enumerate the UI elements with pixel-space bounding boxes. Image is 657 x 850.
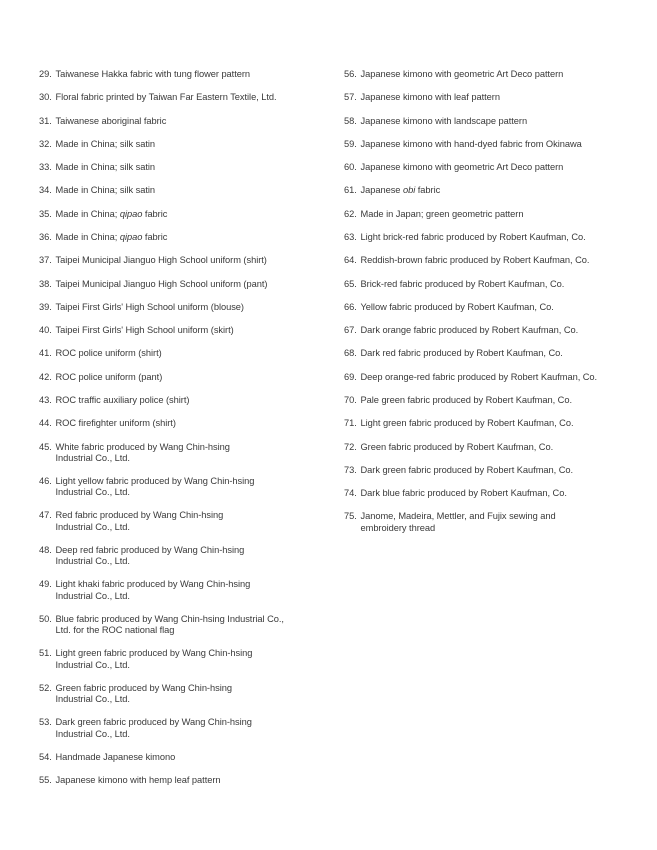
item-text [361,255,630,266]
item-number: 73. [344,464,357,475]
item-number: 39. [39,301,52,312]
list-item [344,279,629,290]
item-text-part: Dark blue fabric produced by Robert Kaufman, Co. [360,488,567,499]
item-text-part: ROC police uniform (shirt) [55,348,162,359]
item-text [56,442,325,464]
item-text-part: Japanese kimono with leaf pattern [360,92,500,103]
list-item [344,372,629,383]
list-item [39,752,324,763]
item-text-part: ROC traffic auxiliary police (shirt) [55,394,190,405]
item-text [56,139,325,150]
item-text-part: Deep orange-red fabric produced by Robert Kaufman, Co. [360,371,598,382]
item-text-part: Green fabric produced by Wang Chin-hsing Industrial Co., Ltd. [55,682,232,705]
item-number: 37. [39,255,52,266]
item-text [361,232,630,243]
item-text-part: Blue fabric produced by Wang Chin-hsing Industrial Co., Ltd. for the ROC national flag [55,613,284,636]
item-text [361,116,630,127]
item-text-part: Japanese kimono with geometric Art Deco pattern [360,69,564,79]
item-number: 65. [344,278,357,289]
item-text [56,69,325,80]
item-text [361,209,630,220]
item-text [361,139,630,150]
list-item [39,683,324,705]
item-text-part: Japanese kimono with landscape pattern [360,115,528,126]
list-item [39,545,324,567]
item-text-part: fabric [415,185,441,196]
item-number: 67. [344,325,357,336]
item-number: 61. [344,185,357,196]
item-number: 46. [39,475,52,486]
item-text [56,302,325,313]
list-item [39,209,324,220]
item-text-part: Taipei First Girls' High School uniform (skirt) [55,325,234,336]
list-item [39,510,324,532]
item-text [56,348,325,359]
item-text-part: Taiwanese aboriginal fabric [55,115,167,126]
list-item [344,348,629,359]
item-number: 69. [344,371,357,382]
item-text-part: Pale green fabric produced by Robert Kaufman, Co. [360,394,573,405]
item-text-part: White fabric produced by Wang Chin-hsing Industrial Co., Ltd. [55,441,230,463]
list-item [39,614,324,636]
item-text-part: Green fabric produced by Robert Kaufman, Co. [360,441,554,452]
list-item [344,442,629,453]
item-text-part: Japanese kimono with geometric Art Deco pattern [360,162,564,173]
item-text [361,279,630,290]
item-number: 38. [39,278,52,289]
item-text [361,185,630,196]
list-item [344,488,629,499]
item-number: 36. [39,231,52,242]
item-text-part: Taipei Municipal Jianguo High School uniform (shirt) [55,255,267,266]
item-text-part: Made in China; [55,208,120,219]
list-item [39,348,324,359]
list-item [344,325,629,336]
list-item [344,116,629,127]
item-number: 55. [39,775,52,786]
item-number: 52. [39,682,52,693]
item-text [361,418,630,429]
item-text [361,348,630,359]
item-text [361,465,630,476]
list-item [39,116,324,127]
list-item [39,717,324,739]
item-number: 59. [344,138,357,149]
list-item [344,162,629,173]
item-text [361,488,630,499]
item-number: 42. [39,371,52,382]
item-text-part: Light green fabric produced by Robert Kaufman, Co. [360,418,574,429]
item-text [56,255,325,266]
item-text-part: Japanese kimono with hand-dyed fabric from Okinawa [360,138,582,149]
left-column-list [39,69,324,798]
item-text-part: Dark green fabric produced by Wang Chin-hsing Industrial Co., Ltd. [55,717,252,739]
item-number: 29. [39,69,52,79]
item-number: 63. [344,231,357,242]
list-item [344,302,629,313]
item-text [361,395,630,406]
list-item [39,302,324,313]
right-column-list [344,69,629,546]
item-text-part: fabric [142,208,168,219]
list-item [39,255,324,266]
item-number: 70. [344,394,357,405]
item-text-part: Handmade Japanese kimono [55,751,176,762]
item-text-part: Taipei First Girls' High School uniform (blouse) [55,301,244,312]
item-number: 64. [344,255,357,266]
item-text-part: Made in China; [55,231,120,242]
item-number: 40. [39,325,52,336]
item-text [361,442,630,453]
item-text [56,372,325,383]
item-number: 47. [39,510,52,521]
item-text-part: Red fabric produced by Wang Chin-hsing Industrial Co., Ltd. [55,510,224,532]
item-text-part: Japanese kimono with hemp leaf pattern [55,775,221,786]
item-number: 66. [344,301,357,312]
item-text-part: Brick-red fabric produced by Robert Kaufman, Co. [360,278,565,289]
item-text-part: Light green fabric produced by Wang Chin-hsing Industrial Co., Ltd. [55,648,253,670]
item-text-part: Taiwanese Hakka fabric with tung flower pattern [55,69,251,79]
item-text-part: Deep red fabric produced by Wang Chin-hsing Industrial Co., Ltd. [55,544,245,567]
item-text [56,614,325,636]
list-item [344,139,629,150]
item-number: 41. [39,348,52,359]
item-text-part: Dark red fabric produced by Robert Kaufman, Co. [360,348,563,359]
item-text [56,683,325,705]
item-text-part: Made in Japan; green geometric pattern [360,208,524,219]
item-text [56,395,325,406]
item-text-part: Light yellow fabric produced by Wang Chin-hsing Industrial Co., Ltd. [55,475,255,498]
item-number: 35. [39,208,52,219]
item-text-part: Light brick-red fabric produced by Robert Kaufman, Co. [360,231,586,242]
item-text [361,325,630,336]
item-text-part: Made in China; silk satin [55,162,156,173]
item-text [56,579,325,601]
item-number: 74. [344,488,357,499]
item-text [56,476,325,498]
item-number: 58. [344,115,357,126]
list-item [344,209,629,220]
item-text [56,545,325,567]
item-number: 71. [344,418,357,429]
list-item [39,476,324,498]
item-text-part: Japanese [360,185,403,196]
list-item [39,92,324,103]
list-item [344,92,629,103]
item-text [361,302,630,313]
item-text [361,162,630,173]
item-number: 51. [39,648,52,659]
item-number: 43. [39,394,52,405]
item-number: 54. [39,751,52,762]
item-text-part: Made in China; silk satin [55,185,156,196]
item-text-part: Floral fabric printed by Taiwan Far Eastern Textile, Ltd. [55,92,277,103]
list-item [344,232,629,243]
item-text-part: Reddish-brown fabric produced by Robert Kaufman, Co. [360,255,590,266]
item-text [56,775,325,786]
item-text-part: ROC firefighter uniform (shirt) [55,418,176,429]
list-item [344,69,629,80]
item-text [56,232,325,243]
item-number: 72. [344,441,357,452]
item-text-part: ROC police uniform (pant) [55,371,163,382]
item-text [56,717,325,739]
item-number: 44. [39,418,52,429]
item-number: 49. [39,579,52,590]
list-item [344,185,629,196]
item-number: 50. [39,613,52,624]
list-item [39,648,324,670]
italic-term: qipao [119,231,143,242]
item-text [361,92,630,103]
item-number: 60. [344,162,357,173]
item-text [56,116,325,127]
item-number: 34. [39,185,52,196]
item-text-part: fabric [142,231,168,242]
item-number: 68. [344,348,357,359]
item-text [56,162,325,173]
item-text-part: Made in China; silk satin [55,138,156,149]
item-number: 45. [39,441,52,452]
list-item [39,232,324,243]
list-item [39,325,324,336]
item-text [361,511,630,533]
list-item [39,579,324,601]
list-item [39,775,324,786]
item-number: 62. [344,208,357,219]
list-item [39,279,324,290]
item-number: 75. [344,511,357,522]
list-item [39,69,324,80]
item-text [56,510,325,532]
item-number: 32. [39,138,52,149]
item-text [56,648,325,670]
item-text-part: Dark green fabric produced by Robert Kaufman, Co. [360,464,574,475]
list-item [39,185,324,196]
item-text-part: Taipei Municipal Jianguo High School uniform (pant) [55,278,268,289]
item-text [56,752,325,763]
item-text [56,185,325,196]
list-item [39,442,324,464]
item-text [56,418,325,429]
item-text [361,69,630,80]
italic-term: obi [402,185,416,196]
item-text-part: Yellow fabric produced by Robert Kaufman, Co. [360,301,554,312]
list-item [39,372,324,383]
item-text-part: Janome, Madeira, Mettler, and Fujix sewing and embroidery thread [360,511,556,533]
item-number: 56. [344,69,357,79]
italic-term: qipao [119,208,143,219]
item-text [361,372,630,383]
list-item [39,139,324,150]
list-item [344,465,629,476]
list-item [39,418,324,429]
list-item [344,255,629,266]
item-number: 48. [39,544,52,555]
list-item [344,395,629,406]
item-text [56,209,325,220]
list-item [344,511,629,533]
item-number: 53. [39,717,52,728]
item-text [56,279,325,290]
list-item [344,418,629,429]
item-text [56,92,325,103]
item-number: 31. [39,115,52,126]
item-number: 57. [344,92,357,103]
list-item [39,395,324,406]
item-text-part: Dark orange fabric produced by Robert Kaufman, Co. [360,325,579,336]
item-text-part: Light khaki fabric produced by Wang Chin-hsing Industrial Co., Ltd. [55,579,251,601]
item-number: 33. [39,162,52,173]
list-item [39,162,324,173]
item-number: 30. [39,92,52,103]
item-text [56,325,325,336]
